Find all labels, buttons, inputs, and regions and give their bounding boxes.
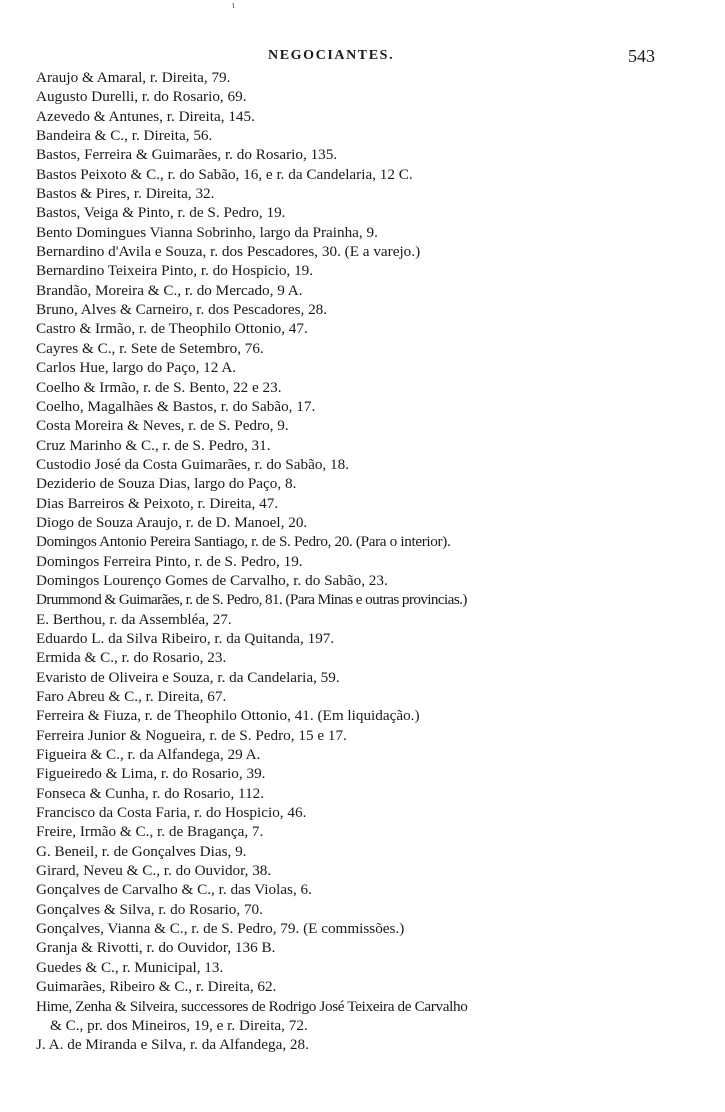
- list-item: Bento Domingues Vianna Sobrinho, largo da Prainha, 9.: [36, 223, 378, 241]
- list-item: Bernardino Teixeira Pinto, r. do Hospicio, 19.: [36, 262, 314, 280]
- list-item: Hime, Zenha & Silveira, successores de Rodrigo José Teixeira de Carvalho: [36, 997, 468, 1015]
- list-item: Diogo de Souza Araujo, r. de D. Manoel, 20.: [36, 513, 308, 531]
- list-item: Bruno, Alves & Carneiro, r. dos Pescadores, 28.: [36, 301, 328, 319]
- list-item: Custodio José da Costa Guimarães, r. do Sabão, 18.: [36, 455, 349, 473]
- list-item: Bastos & Pires, r. Direita, 32.: [36, 185, 215, 203]
- list-item: Augusto Durelli, r. do Rosario, 69.: [36, 88, 247, 106]
- list-item: Domingos Ferreira Pinto, r. de S. Pedro, 19.: [36, 552, 303, 570]
- page-top-mark: ι: [232, 0, 235, 11]
- list-item: Girard, Neveu & C., r. do Ouvidor, 38.: [36, 862, 272, 880]
- page-header: [0, 40, 725, 70]
- list-item: Deziderio de Souza Dias, largo do Paço, 8.: [36, 475, 297, 493]
- list-item: Araujo & Amaral, r. Direita, 79.: [36, 69, 231, 86]
- list-item: Bastos, Veiga & Pinto, r. de S. Pedro, 19.: [36, 204, 286, 222]
- list-item: Ferreira & Fiuza, r. de Theophilo Ottonio, 41. (Em liquidação.): [36, 707, 420, 725]
- list-item: Figueira & C., r. da Alfandega, 29 A.: [36, 746, 261, 764]
- list-item: Evaristo de Oliveira e Souza, r. da Candelaria, 59.: [36, 668, 340, 686]
- list-item: J. A. de Miranda e Silva, r. da Alfandega, 28.: [36, 1036, 309, 1054]
- list-item: Guedes & C., r. Municipal, 13.: [36, 958, 224, 976]
- list-item: Fonseca & Cunha, r. do Rosario, 112.: [36, 784, 265, 802]
- list-item: Castro & Irmão, r. de Theophilo Ottonio, 47.: [36, 320, 308, 338]
- list-item: Bastos, Ferreira & Guimarães, r. do Rosario, 135.: [36, 146, 338, 164]
- list-item: Domingos Antonio Pereira Santiago, r. de S. Pedro, 20. (Para o interior).: [36, 533, 451, 551]
- list-item: Figueiredo & Lima, r. do Rosario, 39.: [36, 765, 266, 783]
- list-item: Azevedo & Antunes, r. Direita, 145.: [36, 107, 255, 125]
- list-item: Cruz Marinho & C., r. de S. Pedro, 31.: [36, 436, 271, 454]
- list-item: Francisco da Costa Faria, r. do Hospicio, 46.: [36, 804, 307, 822]
- list-item: Freire, Irmão & C., r. de Bragança, 7.: [36, 823, 264, 841]
- list-item: Bandeira & C., r. Direita, 56.: [36, 127, 213, 145]
- list-item: Ermida & C., r. do Rosario, 23.: [36, 649, 227, 667]
- list-item: Gonçalves de Carvalho & C., r. das Violas, 6.: [36, 881, 312, 899]
- list-item: Guimarães, Ribeiro & C., r. Direita, 62.: [36, 978, 277, 996]
- list-item: Coelho, Magalhães & Bastos, r. do Sabão, 17.: [36, 397, 316, 415]
- list-item: Domingos Lourenço Gomes de Carvalho, r. do Sabão, 23.: [36, 571, 388, 589]
- list-item: Gonçalves, Vianna & C., r. de S. Pedro, 79. (E commissões.): [36, 920, 405, 938]
- list-item: Carlos Hue, largo do Paço, 12 A.: [36, 359, 237, 377]
- list-item: Bastos Peixoto & C., r. do Sabão, 16, e r. da Candelaria, 12 C.: [36, 165, 413, 183]
- list-item: Cayres & C., r. Sete de Setembro, 76.: [36, 339, 264, 357]
- list-item: Ferreira Junior & Nogueira, r. de S. Pedro, 15 e 17.: [36, 726, 347, 744]
- list-item: Dias Barreiros & Peixoto, r. Direita, 47.: [36, 494, 279, 512]
- list-item: Faro Abreu & C., r. Direita, 67.: [36, 688, 227, 705]
- list-item: Bernardino d'Avila e Souza, r. dos Pescadores, 30. (E a varejo.): [36, 243, 421, 261]
- list-item-continuation: & C., pr. dos Mineiros, 19, e r. Direita, 72.: [50, 1016, 308, 1034]
- list-item: Eduardo L. da Silva Ribeiro, r. da Quitanda, 197.: [36, 629, 335, 647]
- list-item: Costa Moreira & Neves, r. de S. Pedro, 9.: [36, 417, 289, 435]
- list-item: Drummond & Guimarães, r. de S. Pedro, 81. (Para Minas e outras provincias.): [36, 591, 467, 609]
- list-item: E. Berthou, r. da Assembléa, 27.: [36, 610, 232, 628]
- list-item: Granja & Rivotti, r. do Ouvidor, 136 B.: [36, 939, 276, 957]
- list-item: Gonçalves & Silva, r. do Rosario, 70.: [36, 900, 263, 918]
- list-item: G. Beneil, r. de Gonçalves Dias, 9.: [36, 842, 247, 860]
- list-item: Brandão, Moreira & C., r. do Mercado, 9 A.: [36, 281, 303, 299]
- page-title: NEGOCIANTES.: [268, 48, 395, 63]
- merchant-list: [36, 68, 696, 1055]
- list-item: Coelho & Irmão, r. de S. Bento, 22 e 23.: [36, 378, 282, 396]
- page-number: 543: [628, 46, 655, 66]
